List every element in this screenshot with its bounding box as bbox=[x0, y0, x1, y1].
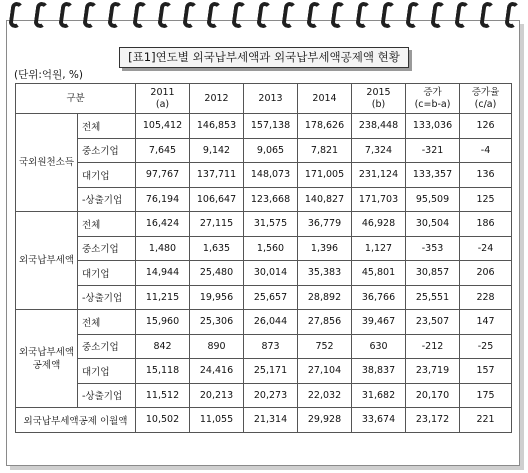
row-label: 전체 bbox=[78, 114, 136, 139]
cell-value: 27,115 bbox=[190, 212, 244, 237]
cell-value: 171,703 bbox=[352, 187, 406, 212]
table-row bbox=[16, 359, 512, 384]
binder-ring-icon bbox=[380, 1, 396, 28]
unit-note: (단위:억원, %) bbox=[14, 69, 83, 81]
table-row bbox=[16, 334, 512, 359]
cell-value: 140,827 bbox=[298, 187, 352, 212]
row-label: -상출기업 bbox=[78, 187, 136, 212]
cell-value: 1,127 bbox=[352, 236, 406, 261]
header-row bbox=[16, 84, 512, 114]
header-col-label: 증가 bbox=[423, 86, 442, 98]
header-col-note: (c=b-a) bbox=[414, 98, 451, 110]
group-label: 국외원천소득 bbox=[16, 114, 78, 212]
header-col bbox=[352, 84, 406, 114]
cell-value: 25,551 bbox=[406, 285, 460, 310]
header-col-note: (a) bbox=[155, 98, 170, 110]
cell-value: 7,645 bbox=[136, 138, 190, 163]
cell-value: 76,194 bbox=[136, 187, 190, 212]
cell-value: 873 bbox=[244, 334, 298, 359]
cell-value: 23,719 bbox=[406, 359, 460, 384]
header-col bbox=[460, 84, 512, 114]
cell-value: 123,668 bbox=[244, 187, 298, 212]
row-label: 대기업 bbox=[78, 163, 136, 188]
header-col-label: 증가율 bbox=[471, 86, 500, 98]
cell-value: 36,779 bbox=[298, 212, 352, 237]
cell-value: 9,142 bbox=[190, 138, 244, 163]
cell-value: 31,682 bbox=[352, 383, 406, 408]
table-row bbox=[16, 383, 512, 408]
table-row bbox=[16, 163, 512, 188]
cell-value: 23,507 bbox=[406, 310, 460, 335]
cell-value: 45,801 bbox=[352, 261, 406, 286]
binder-ring-icon bbox=[504, 1, 520, 28]
cell-value: 157,138 bbox=[244, 114, 298, 139]
cell-value: 46,928 bbox=[352, 212, 406, 237]
cell-value: 38,837 bbox=[352, 359, 406, 384]
cell-value: 171,005 bbox=[298, 163, 352, 188]
cell-value: 1,560 bbox=[244, 236, 298, 261]
cell-value: 30,014 bbox=[244, 261, 298, 286]
row-label: -상출기업 bbox=[78, 285, 136, 310]
total-row bbox=[16, 408, 512, 433]
cell-value: 136 bbox=[460, 163, 512, 188]
header-col-year: 2011 bbox=[150, 86, 175, 98]
cell-value: 33,674 bbox=[352, 408, 406, 433]
binder-ring-icon bbox=[107, 1, 123, 28]
cell-value: 26,044 bbox=[244, 310, 298, 335]
cell-value: 146,853 bbox=[190, 114, 244, 139]
row-label: 중소기업 bbox=[78, 138, 136, 163]
row-label: -상출기업 bbox=[78, 383, 136, 408]
binder-ring-icon bbox=[430, 1, 446, 28]
row-label: 대기업 bbox=[78, 359, 136, 384]
cell-value: 126 bbox=[460, 114, 512, 139]
binder-ring-icon bbox=[306, 1, 322, 28]
table-title: [표1]연도별 외국납부세액과 외국납부세액공제액 현황 bbox=[119, 47, 409, 68]
header-category: 구분 bbox=[16, 84, 136, 114]
table-row bbox=[16, 310, 512, 335]
table-row bbox=[16, 285, 512, 310]
cell-value: -321 bbox=[406, 138, 460, 163]
row-label: 전체 bbox=[78, 310, 136, 335]
cell-value: 11,512 bbox=[136, 383, 190, 408]
row-label: 중소기업 bbox=[78, 236, 136, 261]
cell-value: 157 bbox=[460, 359, 512, 384]
table-row bbox=[16, 236, 512, 261]
cell-value: 22,032 bbox=[298, 383, 352, 408]
binder-ring-icon bbox=[281, 1, 297, 28]
cell-value: 11,055 bbox=[190, 408, 244, 433]
binder-ring-icon bbox=[331, 1, 347, 28]
cell-value: 221 bbox=[460, 408, 512, 433]
cell-value: 25,306 bbox=[190, 310, 244, 335]
cell-value: -24 bbox=[460, 236, 512, 261]
cell-value: 133,357 bbox=[406, 163, 460, 188]
cell-value: 36,766 bbox=[352, 285, 406, 310]
cell-value: 1,635 bbox=[190, 236, 244, 261]
cell-value: 231,124 bbox=[352, 163, 406, 188]
group-label: 외국납부세액 bbox=[16, 212, 78, 310]
header-col-note: (c/a) bbox=[474, 98, 497, 110]
cell-value: -4 bbox=[460, 138, 512, 163]
cell-value: 31,575 bbox=[244, 212, 298, 237]
cell-value: 238,448 bbox=[352, 114, 406, 139]
cell-value: 105,412 bbox=[136, 114, 190, 139]
total-label: 외국납부세액공제 이월액 bbox=[16, 408, 136, 433]
cell-value: 890 bbox=[190, 334, 244, 359]
cell-value: -353 bbox=[406, 236, 460, 261]
cell-value: 20,213 bbox=[190, 383, 244, 408]
header-col bbox=[406, 84, 460, 114]
cell-value: 752 bbox=[298, 334, 352, 359]
cell-value: 228 bbox=[460, 285, 512, 310]
cell-value: 10,502 bbox=[136, 408, 190, 433]
row-label: 전체 bbox=[78, 212, 136, 237]
binder-ring-icon bbox=[33, 1, 49, 28]
header-col bbox=[190, 84, 244, 114]
header-col-year: 2012 bbox=[204, 92, 229, 104]
row-label: 대기업 bbox=[78, 261, 136, 286]
table-row bbox=[16, 114, 512, 139]
cell-value: 148,073 bbox=[244, 163, 298, 188]
cell-value: 147 bbox=[460, 310, 512, 335]
cell-value: 178,626 bbox=[298, 114, 352, 139]
binder-ring-icon bbox=[132, 1, 148, 28]
cell-value: 16,424 bbox=[136, 212, 190, 237]
cell-value: 630 bbox=[352, 334, 406, 359]
binder-ring-icon bbox=[157, 1, 173, 28]
header-col bbox=[298, 84, 352, 114]
cell-value: 125 bbox=[460, 187, 512, 212]
binder-ring-icon bbox=[58, 1, 74, 28]
header-col bbox=[244, 84, 298, 114]
cell-value: 106,647 bbox=[190, 187, 244, 212]
cell-value: 206 bbox=[460, 261, 512, 286]
cell-value: -212 bbox=[406, 334, 460, 359]
cell-value: 15,118 bbox=[136, 359, 190, 384]
binder-ring-icon bbox=[455, 1, 471, 28]
binder-ring-icon bbox=[231, 1, 247, 28]
cell-value: 27,104 bbox=[298, 359, 352, 384]
table-row bbox=[16, 212, 512, 237]
cell-value: 30,504 bbox=[406, 212, 460, 237]
cell-value: 19,956 bbox=[190, 285, 244, 310]
table-row bbox=[16, 187, 512, 212]
binder-ring-icon bbox=[8, 1, 24, 28]
cell-value: 27,856 bbox=[298, 310, 352, 335]
binder-ring-icon bbox=[207, 1, 223, 28]
binder-ring-icon bbox=[256, 1, 272, 28]
binder-rings bbox=[10, 2, 518, 32]
cell-value: 28,892 bbox=[298, 285, 352, 310]
cell-value: 1,396 bbox=[298, 236, 352, 261]
cell-value: 25,171 bbox=[244, 359, 298, 384]
cell-value: 21,314 bbox=[244, 408, 298, 433]
cell-value: 29,928 bbox=[298, 408, 352, 433]
cell-value: 39,467 bbox=[352, 310, 406, 335]
cell-value: 95,509 bbox=[406, 187, 460, 212]
cell-value: 137,711 bbox=[190, 163, 244, 188]
cell-value: 7,821 bbox=[298, 138, 352, 163]
cell-value: 842 bbox=[136, 334, 190, 359]
cell-value: 186 bbox=[460, 212, 512, 237]
cell-value: 15,960 bbox=[136, 310, 190, 335]
group-label: 외국납부세액 공제액 bbox=[16, 310, 78, 408]
header-col bbox=[136, 84, 190, 114]
cell-value: 25,657 bbox=[244, 285, 298, 310]
cell-value: 25,480 bbox=[190, 261, 244, 286]
cell-value: -25 bbox=[460, 334, 512, 359]
table-row bbox=[16, 138, 512, 163]
cell-value: 24,416 bbox=[190, 359, 244, 384]
binder-ring-icon bbox=[479, 1, 495, 28]
stats-table bbox=[15, 83, 512, 433]
header-col-year: 2015 bbox=[366, 86, 391, 98]
cell-value: 20,170 bbox=[406, 383, 460, 408]
header-col-note: (b) bbox=[371, 98, 386, 110]
row-label: 중소기업 bbox=[78, 334, 136, 359]
cell-value: 30,857 bbox=[406, 261, 460, 286]
binder-ring-icon bbox=[405, 1, 421, 28]
cell-value: 1,480 bbox=[136, 236, 190, 261]
title-box bbox=[0, 47, 528, 68]
cell-value: 9,065 bbox=[244, 138, 298, 163]
cell-value: 20,273 bbox=[244, 383, 298, 408]
cell-value: 175 bbox=[460, 383, 512, 408]
cell-value: 133,036 bbox=[406, 114, 460, 139]
cell-value: 11,215 bbox=[136, 285, 190, 310]
table-row bbox=[16, 261, 512, 286]
cell-value: 97,767 bbox=[136, 163, 190, 188]
cell-value: 23,172 bbox=[406, 408, 460, 433]
header-col-year: 2013 bbox=[258, 92, 283, 104]
binder-ring-icon bbox=[182, 1, 198, 28]
cell-value: 7,324 bbox=[352, 138, 406, 163]
binder-ring-icon bbox=[355, 1, 371, 28]
header-col-year: 2014 bbox=[312, 92, 337, 104]
cell-value: 35,383 bbox=[298, 261, 352, 286]
cell-value: 14,944 bbox=[136, 261, 190, 286]
binder-ring-icon bbox=[83, 1, 99, 28]
